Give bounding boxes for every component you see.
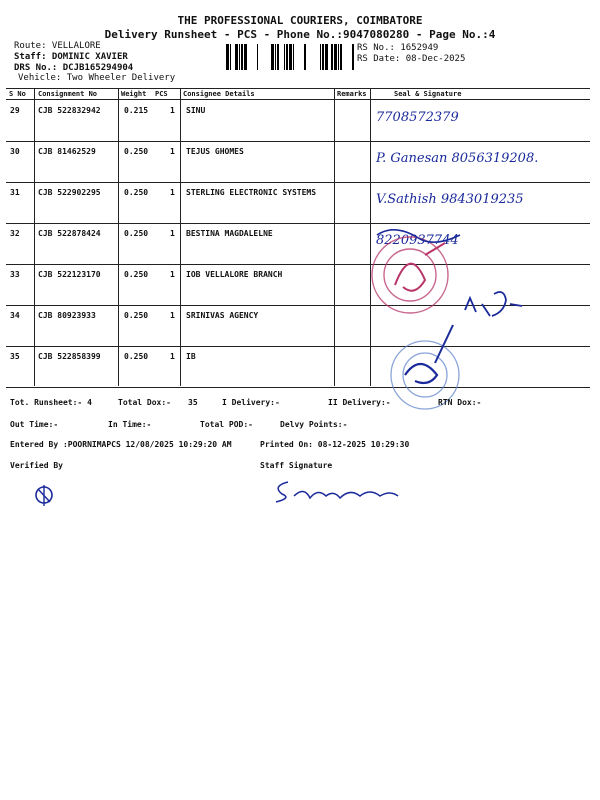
- cell-pcs: 1: [170, 311, 175, 320]
- cell-sno: 34: [10, 311, 20, 320]
- header-consignment: Consignment No: [38, 90, 98, 98]
- barcode-bar: [226, 44, 229, 70]
- rtn-dox: RTN Dox:-: [438, 398, 482, 407]
- header-pcs: PCS: [155, 90, 168, 98]
- cell-sno: 33: [10, 270, 20, 279]
- barcode-bar: [271, 44, 274, 70]
- cell-consignment-no: CJB 522858399: [38, 352, 101, 361]
- cell-consignment-no: CJB 522902295: [38, 188, 101, 197]
- verified-by: Verified By: [10, 461, 63, 470]
- barcode-bar: [352, 44, 354, 70]
- cell-weight: 0.250: [124, 188, 149, 197]
- barcode-bar: [293, 44, 294, 70]
- handwritten-phone: 8220937744: [376, 233, 459, 248]
- cell-consignee: BESTINA MAGDALELNE: [186, 229, 273, 238]
- barcode-bar: [340, 44, 342, 70]
- barcode-bar: [304, 44, 306, 70]
- barcode-bar: [289, 44, 292, 70]
- barcode-bar: [257, 44, 258, 70]
- cell-weight: 0.250: [124, 147, 149, 156]
- staff-signature: [270, 476, 410, 506]
- barcode-bar: [277, 44, 279, 70]
- cell-consignment-no: CJB 522832942: [38, 106, 101, 115]
- barcode-bar: [325, 44, 328, 70]
- barcode-bar: [284, 44, 285, 70]
- staff-label: Staff: DOMINIC XAVIER: [14, 52, 128, 62]
- staff-signature-label: Staff Signature: [260, 461, 333, 470]
- header-weight: Weight: [121, 90, 147, 98]
- cell-consignee: STERLING ELECTRONIC SYSTEMS: [186, 188, 317, 197]
- tot-runsheet: Tot. Runsheet:- 4: [10, 398, 92, 407]
- cell-pcs: 1: [170, 270, 175, 279]
- cell-pcs: 1: [170, 188, 175, 197]
- cell-pcs: 1: [170, 106, 175, 115]
- total-dox-value: 35: [188, 398, 198, 407]
- barcode-bar: [322, 44, 324, 70]
- table-row: [6, 141, 590, 183]
- cell-sno: 30: [10, 147, 20, 156]
- table-row: [6, 100, 590, 142]
- barcode-bar: [244, 44, 247, 70]
- barcode-bar: [275, 44, 276, 70]
- barcode-bar: [239, 44, 240, 70]
- cell-pcs: 1: [170, 352, 175, 361]
- barcode-bar: [230, 44, 231, 70]
- printed-on: Printed On: 08-12-2025 10:29:30: [260, 440, 410, 449]
- cell-consignment-no: CJB 80923933: [38, 311, 96, 320]
- table-row: [6, 182, 590, 224]
- entered-by: Entered By :POORNIMAPCS 12/08/2025 10:29:20 AM: [10, 440, 232, 449]
- delvy-points: Delvy Points:-: [280, 420, 348, 429]
- cell-weight: 0.215: [124, 106, 149, 115]
- cell-consignee: IOB VELLALORE BRANCH: [186, 270, 283, 279]
- cell-consignee: IB: [186, 352, 196, 361]
- cell-consignment-no: CJB 522878424: [38, 229, 101, 238]
- out-time: Out Time:-: [10, 420, 59, 429]
- cell-weight: 0.250: [124, 311, 149, 320]
- total-dox-label: Total Dox:-: [118, 398, 171, 407]
- cell-sno: 32: [10, 229, 20, 238]
- total-pod: Total POD:-: [200, 420, 253, 429]
- cell-consignment-no: CJB 522123170: [38, 270, 101, 279]
- header-sno: S No: [9, 90, 26, 98]
- barcode-bar: [331, 44, 333, 70]
- i-delivery: I Delivery:-: [222, 398, 280, 407]
- verifier-signature: [30, 480, 60, 510]
- table-top-border: [6, 88, 590, 89]
- cell-sno: 35: [10, 352, 20, 361]
- seal-stamps: [365, 225, 600, 425]
- cell-pcs: 1: [170, 147, 175, 156]
- cell-consignee: SINU: [186, 106, 206, 115]
- barcode-bar: [235, 44, 238, 70]
- barcode-bar: [286, 44, 288, 70]
- cell-weight: 0.250: [124, 229, 149, 238]
- cell-weight: 0.250: [124, 352, 149, 361]
- header-seal-signature: Seal & Signature: [394, 90, 462, 98]
- handwritten-phone: 7708572379: [376, 110, 459, 125]
- cell-consignee: SRINIVAS AGENCY: [186, 311, 259, 320]
- company-name: THE PROFESSIONAL COURIERS, COIMBATORE: [177, 14, 423, 27]
- cell-consignment-no: CJB 81462529: [38, 147, 96, 156]
- barcode-bar: [334, 44, 337, 70]
- rs-date: RS Date: 08-Dec-2025: [357, 54, 466, 64]
- handwritten-phone: V.Sathish 9843019235: [376, 192, 524, 207]
- barcode-bar: [241, 44, 243, 70]
- cell-pcs: 1: [170, 229, 175, 238]
- route-label: Route: VELLALORE: [14, 41, 101, 51]
- cell-sno: 31: [10, 188, 20, 197]
- header-consignee: Consignee Details: [183, 90, 255, 98]
- runsheet-title: Delivery Runsheet - PCS - Phone No.:9047080280 - Page No.:4: [104, 28, 496, 41]
- handwritten-signature: [460, 286, 530, 322]
- barcode-bar: [338, 44, 339, 70]
- in-time: In Time:-: [108, 420, 152, 429]
- cell-weight: 0.250: [124, 270, 149, 279]
- ii-delivery: II Delivery:-: [328, 398, 391, 407]
- barcode-image: [226, 44, 354, 70]
- handwritten-phone: P. Ganesan 8056319208.: [376, 151, 539, 166]
- cell-consignee: TEJUS GHOMES: [186, 147, 244, 156]
- barcode-bar: [320, 44, 321, 70]
- vehicle-label: Vehicle: Two Wheeler Delivery: [18, 73, 176, 83]
- cell-sno: 29: [10, 106, 20, 115]
- rs-no: RS No.: 1652949: [357, 43, 439, 53]
- header-remarks: Remarks: [337, 90, 367, 98]
- drs-label: DRS No.: DCJB165294904: [14, 63, 134, 73]
